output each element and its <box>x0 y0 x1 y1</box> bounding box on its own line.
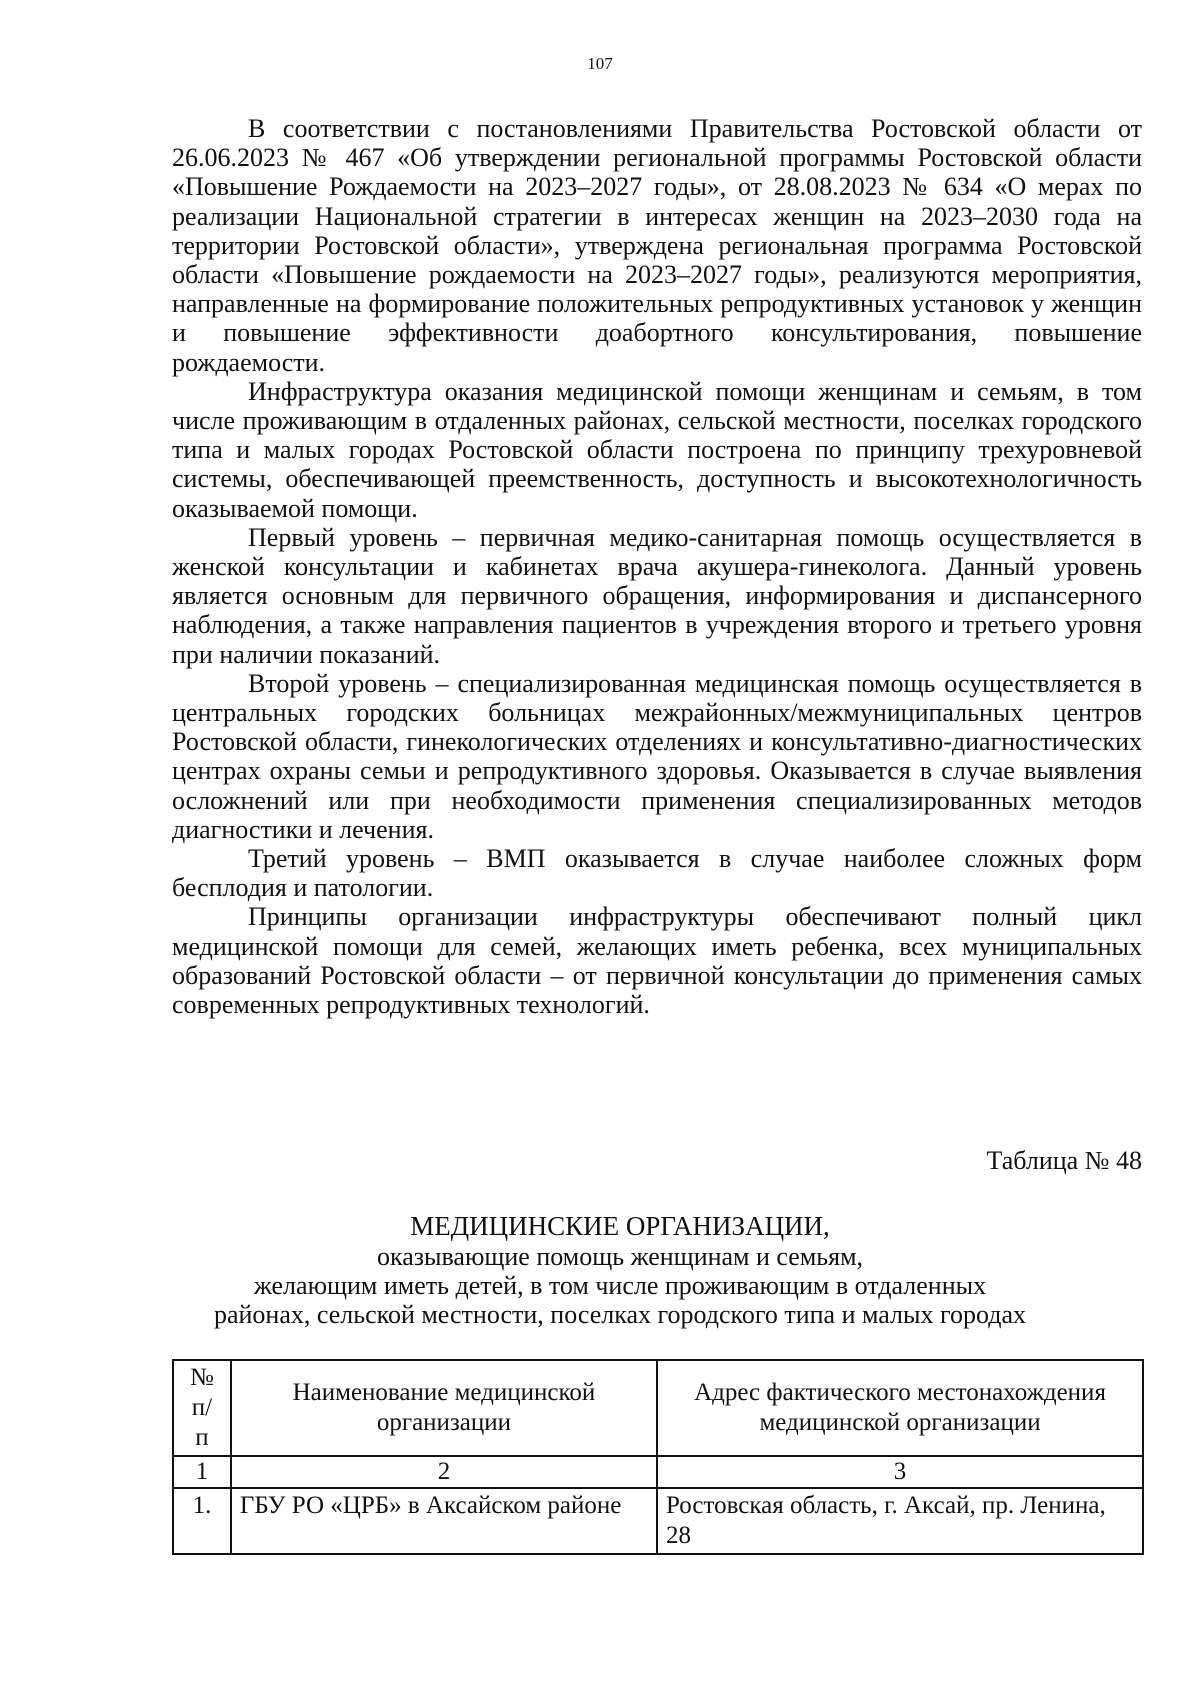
paragraph: Первый уровень – первичная медико-санитарная помощь осуществляется в женской консультации и кабинетах врача акушера-гинеколога. Данный уровень является основным для первичного обращения, информирования и диспансерного наблюдения, а также направления пациентов в учреждения второго и третьего уровня при наличии показаний. <box>172 522 1142 669</box>
page-number: 107 <box>587 54 613 73</box>
paragraph: Инфраструктура оказания медицинской помощи женщинам и семьям, в том числе проживающим в отдаленных районах, сельской местности, поселках городского типа и малых городах Ростовской области построена по принципу трехуровневой системы, обеспечивающей преемственность, доступность и высокотехнологичность оказываемой помощи. <box>172 376 1142 523</box>
table-title <box>120 1210 1120 1329</box>
column-number: 3 <box>657 1456 1143 1488</box>
table-header-row <box>173 1360 1143 1456</box>
table-number: Таблица № 48 <box>986 1146 1142 1175</box>
table-title-line: желающим иметь детей, в том числе проживающим в отдаленных <box>253 1271 987 1300</box>
table-title-line: районах, сельской местности, поселках городского типа и малых городах <box>213 1300 1027 1329</box>
row-address: Ростовская область, г. Аксай, пр. Ленина, 28 <box>657 1488 1143 1554</box>
table-row <box>173 1488 1143 1554</box>
row-number: 1. <box>173 1488 231 1554</box>
body-text <box>172 114 1142 1019</box>
table-title-line: оказывающие помощь женщинам и семьям, <box>376 1242 864 1271</box>
header-address: Адрес фактического местонахождения медицинской организации <box>657 1360 1143 1456</box>
header-name: Наименование медицинской организации <box>231 1360 657 1456</box>
paragraph: Второй уровень – специализированная медицинская помощь осуществляется в центральных городских больницах межрайонных/межмуниципальных центров Ростовской области, гинекологических отделениях и консультативно-диагностических центрах охраны семьи и репродуктивного здоровья. Оказывается в случае выявления осложнений или при необходимости применения специализированных методов диагностики и лечения. <box>172 668 1142 844</box>
table-title-line: МЕДИЦИНСКИЕ ОРГАНИЗАЦИИ, <box>410 1211 830 1241</box>
organizations-table <box>172 1359 1144 1555</box>
column-number: 2 <box>231 1456 657 1488</box>
paragraph: В соответствии с постановлениями Правительства Ростовской области от 26.06.2023 № 467 «Об утверждении региональной программы Ростовской области «Повышение Рождаемости на 2023–2027 годы», от 28.08.2023 № 634 «О мерах по реализации Национальной стратегии в интересах женщин на 2023–2030 года на территории Ростовской области», утверждена региональная программа Ростовской области «Повышение рождаемости на 2023–2027 годы», реализуются мероприятия, направленные на формирование положительных репродуктивных установок у женщин и повышение эффективности доабортного консультирования, повышение рождаемости. <box>172 114 1142 377</box>
paragraph: Третий уровень – ВМП оказывается в случае наиболее сложных форм бесплодия и патологии. <box>172 844 1142 903</box>
column-number-row <box>173 1456 1143 1488</box>
row-name: ГБУ РО «ЦРБ» в Аксайском районе <box>231 1488 657 1554</box>
header-number: № п/ п <box>173 1360 231 1456</box>
column-number: 1 <box>173 1456 231 1488</box>
paragraph: Принципы организации инфраструктуры обеспечивают полный цикл медицинской помощи для семей, желающих иметь ребенка, всех муниципальных образований Ростовской области – от первичной консультации до применения самых современных репродуктивных технологий. <box>172 902 1142 1020</box>
